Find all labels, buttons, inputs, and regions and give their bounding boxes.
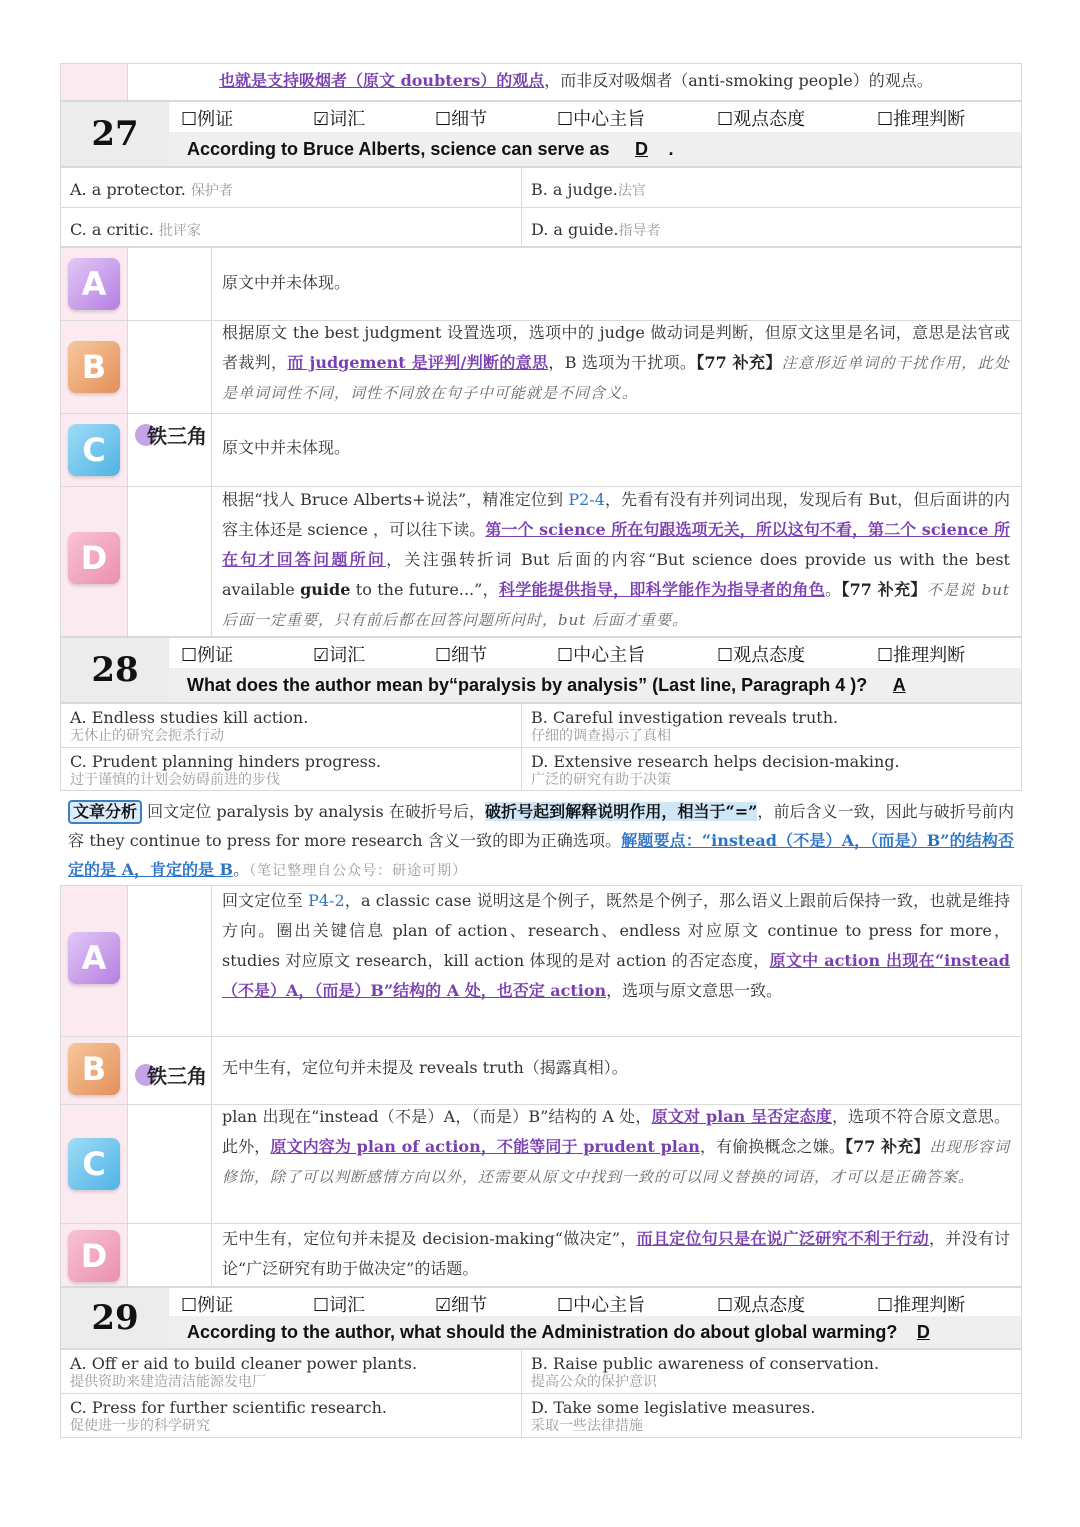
q28-exp-d-p2: ，并没有讨论“广泛研究有助于做决定”的话题。 <box>222 1229 1010 1278</box>
top-row-letter-col <box>61 64 127 100</box>
q27-type-0 <box>181 105 233 131</box>
q27-type-row <box>169 102 1021 132</box>
q27-exp-d-p5: 。 <box>825 580 842 599</box>
q28-analysis-p3: 。 <box>233 860 250 879</box>
q28-type-2 <box>435 641 487 667</box>
q28-option-b-cn: 仔细的调查揭示了真相 <box>531 728 671 744</box>
q29-option-c-en: C. Press for further scientific research. <box>70 1398 387 1417</box>
q28-exp-c <box>212 1102 1020 1192</box>
q27-options <box>60 167 1022 247</box>
letter-b-icon: B <box>68 1043 120 1095</box>
q29-options <box>60 1349 1022 1438</box>
q28-exp-c-underline-1: 原文对 plan 呈否定态度 <box>651 1107 832 1126</box>
checkbox-icon: ☐ <box>717 1295 734 1316</box>
q29-type-5 <box>877 1291 965 1317</box>
q27-option-a-en: A. a protector. <box>70 180 186 199</box>
q28-number: 28 <box>61 638 169 702</box>
q27-type-5-label: 推理判断 <box>893 109 966 130</box>
checkbox-icon: ☐ <box>181 645 198 666</box>
q27-type-2-label: 细节 <box>451 109 488 130</box>
checkbox-icon: ☐ <box>557 1295 574 1316</box>
q27-option-c-en: C. a critic. <box>70 220 154 239</box>
q28-type-3-label: 中心主旨 <box>573 645 646 666</box>
q28-exp-a-p1: 回文定位至 <box>222 891 309 910</box>
q27-exp-d-p4: to the future...”， <box>350 580 499 599</box>
q29-option-b-cn: 提高公众的保护意识 <box>531 1374 657 1390</box>
q28-type-2-label: 细节 <box>451 645 488 666</box>
top-row-underlined: 也就是支持吸烟者（原文 doubters）的观点 <box>219 71 545 90</box>
q28-stem <box>169 668 1021 702</box>
q28-exp-c-tag: 【77 补充】 <box>845 1137 930 1156</box>
checkbox-icon: ☐ <box>877 1295 894 1316</box>
q27-exp-d-note: 不是说 but 后面一定重要，只有前后都在回答问题所问时，but 后面才重要。 <box>222 581 1010 629</box>
q29-type-5-label: 推理判断 <box>893 1295 966 1316</box>
q27-type-3 <box>557 105 645 131</box>
q28-analysis <box>62 797 1020 886</box>
q28-type-1-label: 词汇 <box>329 645 366 666</box>
checkbox-icon: ☑ <box>313 645 330 666</box>
q27-option-b-en: B. a judge. <box>531 180 618 199</box>
q27-type-1 <box>313 105 365 131</box>
q27-exp-d-p3: ，关注强转折词 But 后面的内容“But science does provide us with the best available <box>222 550 1010 599</box>
q28-type-4-label: 观点态度 <box>733 645 806 666</box>
q29-type-2-label: 细节 <box>451 1295 488 1316</box>
q28-tie-text: 铁三角 <box>147 1064 207 1088</box>
q27-type-2 <box>435 105 487 131</box>
q28-tie-label <box>135 1060 207 1089</box>
q28-option-d <box>522 748 1022 792</box>
checkbox-icon: ☑ <box>435 1295 452 1316</box>
q28-exp-c-underline-2: 原文内容为 plan of action，不能等同于 prudent plan <box>270 1137 700 1156</box>
q29-number: 29 <box>61 1288 169 1348</box>
q27-exp-d-p1: 根据“找人 Bruce Alberts+说法”，精准定位到 <box>222 490 569 509</box>
top-row-divider <box>127 64 128 100</box>
q27-exp-d-guide: guide <box>300 580 351 599</box>
q28-answer: A <box>892 674 906 695</box>
q27-option-d-cn: 指导者 <box>618 223 661 239</box>
q28-option-a-cn: 无休止的研究会扼杀行动 <box>70 728 224 744</box>
checkbox-icon: ☐ <box>181 109 198 130</box>
q29-type-1-label: 词汇 <box>329 1295 366 1316</box>
q28-type-0-label: 例证 <box>197 645 234 666</box>
q28-stem-text: What does the author mean by“paralysis by analysis” (Last line, Paragraph 4 )? <box>187 674 868 695</box>
q27-exp-d-p2: ，先看有没有并列词出现，发现后有 But，但后面讲的内容主体还是 science ，可以往下读。 <box>222 490 1010 539</box>
q27-exp-a-text: 原文中并未体现。 <box>222 273 351 292</box>
q27-type-3-label: 中心主旨 <box>573 109 646 130</box>
q28-exp-c-p2: ，选项不符合原文意思。此外， <box>222 1107 1010 1156</box>
checkbox-icon: ☐ <box>181 1295 198 1316</box>
letter-a-icon: A <box>68 932 120 984</box>
q29-stem-text: According to the author, what should the Administration do about global warming? <box>187 1321 898 1342</box>
q27-option-b-cn: 法官 <box>617 183 646 199</box>
q29-type-4 <box>717 1291 805 1317</box>
q27-exp-a <box>212 268 1020 298</box>
q27-exp-d-tag: 【77 补充】 <box>841 580 927 599</box>
q28-exp-c-p1: plan 出现在“instead（不是）A，（而是）B”结构的 A 处， <box>222 1107 652 1126</box>
q27-exp-b-p1: 根据原文 the best judgment 设置选项，选项中的 judge 做动词是判断，但原文这里是名词，意思是法官或者裁判， <box>222 323 1010 372</box>
letter-c-icon: C <box>68 1138 120 1190</box>
checkbox-icon: ☐ <box>435 645 452 666</box>
q29-option-d-en: D. Take some legislative measures. <box>531 1398 816 1417</box>
q28-exp-a-underline: 原文中 action 出现在“instead（不是）A，（而是）B”结构的 A 处，也否定 action <box>222 951 1010 1000</box>
q28-option-b-en: B. Careful investigation reveals truth. <box>531 708 839 727</box>
q28-exp-a-location: P4-2 <box>308 891 345 910</box>
letter-a-icon: A <box>68 258 120 310</box>
q28-header <box>60 637 1022 703</box>
q28-explanations <box>60 885 1022 1287</box>
q27-option-c-cn: 批评家 <box>158 223 201 239</box>
q27-options-hdivider <box>61 207 1021 208</box>
q28-exp-d-p1: 无中生有，定位句并未提及 decision-making“做决定”， <box>222 1229 637 1248</box>
q28-option-b <box>522 704 1022 748</box>
q27-exp-c <box>212 433 1020 463</box>
q28-exp-a-p3: ，选项与原文意思一致。 <box>606 981 783 1000</box>
q28-analysis-tag: 文章分析 <box>68 800 142 824</box>
q28-analysis-p1: 回文定位 paralysis by analysis 在破折号后， <box>142 802 486 821</box>
q27-type-0-label: 例证 <box>197 109 234 130</box>
q27-type-1-label: 词汇 <box>329 109 366 130</box>
q27-header <box>60 101 1022 167</box>
q29-type-2 <box>435 1291 487 1317</box>
q27-type-5 <box>877 105 965 131</box>
q28-row-divider <box>61 1036 1021 1037</box>
checkbox-icon: ☐ <box>435 109 452 130</box>
checkbox-icon: ☐ <box>717 645 734 666</box>
q27-explanations <box>60 247 1022 637</box>
q27-tie-text: 铁三角 <box>147 424 207 448</box>
top-row-text <box>211 66 1021 96</box>
q29-header <box>60 1287 1022 1349</box>
q27-number: 27 <box>61 102 169 166</box>
q28-option-d-en: D. Extensive research helps decision-making. <box>531 752 900 771</box>
q29-option-a-en: A. Off er aid to build cleaner power plants. <box>70 1354 418 1373</box>
q28-analysis-note: （笔记整理自公众号：研途可期） <box>249 863 468 879</box>
q27-exp-c-text: 原文中并未体现。 <box>222 438 351 457</box>
q27-exp-b-p2: ，B 选项为干扰项。 <box>548 353 697 372</box>
q27-answer: D <box>635 138 649 159</box>
q28-exp-b-text: 无中生有，定位句并未提及 reveals truth（揭露真相）。 <box>222 1058 628 1077</box>
q29-option-a-cn: 提供资助来建造清洁能源发电厂 <box>70 1374 266 1390</box>
q28-type-4 <box>717 641 805 667</box>
q27-col-divider-1 <box>127 248 128 636</box>
q28-analysis-p2: ，前后含义一致，因此与破折号前内容 they continue to press for more research 含义一致的即为正确选项。 <box>68 802 1014 850</box>
q29-option-c <box>61 1394 521 1438</box>
checkbox-icon: ☑ <box>313 109 330 130</box>
q27-option-a <box>61 176 521 205</box>
q27-exp-b-underline: 而 judgement 是评判/判断的意思 <box>287 353 549 372</box>
q27-row-divider <box>61 413 1021 414</box>
q28-type-row <box>169 638 1021 668</box>
q29-type-0 <box>181 1291 233 1317</box>
top-row-rest: ，而非反对吸烟者（anti-smoking people）的观点。 <box>544 71 933 90</box>
q27-type-4 <box>717 105 805 131</box>
checkbox-icon: ☐ <box>557 645 574 666</box>
q29-option-d-cn: 采取一些法律措施 <box>531 1418 643 1434</box>
letter-c-icon: C <box>68 424 120 476</box>
q27-option-c <box>61 216 521 245</box>
q28-exp-a-p2: ，a classic case 说明这是个例子，既然是个例子，那么语义上跟前后保持一致，也就是维持方向。圈出关键信息 plan of action、research、endless 对应原文 continue to press for more，studies 对应原文 research，kill action 体现的是对 action 的否定态度， <box>222 891 1010 970</box>
q27-stem-end: . <box>668 138 674 159</box>
q27-exp-b-tag: 【77 补充】 <box>696 353 782 372</box>
top-row <box>60 63 1022 101</box>
q27-type-4-label: 观点态度 <box>733 109 806 130</box>
q29-option-b <box>522 1350 1022 1394</box>
q28-option-c-cn: 过于谨慎的计划会妨碍前进的步伐 <box>70 772 280 788</box>
q29-option-c-cn: 促使进一步的科学研究 <box>70 1418 210 1434</box>
q27-exp-b <box>212 318 1020 408</box>
q28-option-c <box>61 748 521 792</box>
q28-option-a <box>61 704 521 748</box>
q27-option-a-cn: 保护者 <box>190 183 233 199</box>
letter-d-icon: D <box>68 1230 120 1282</box>
q27-exp-d-location: P2-4 <box>568 490 605 509</box>
letter-b-icon: B <box>68 341 120 393</box>
q29-type-1 <box>313 1291 365 1317</box>
q28-exp-c-note: 出现形容词修饰，除了可以判断感情方向以外，还需要从原文中找到一致的可以同义替换的词语，才可以是正确答案。 <box>222 1138 1010 1186</box>
q27-stem-text: According to Bruce Alberts, science can serve as <box>187 138 610 159</box>
q29-option-d <box>522 1394 1022 1438</box>
q29-option-a <box>61 1350 521 1394</box>
checkbox-icon: ☐ <box>877 109 894 130</box>
q29-answer: D <box>916 1321 930 1342</box>
q28-option-c-en: C. Prudent planning hinders progress. <box>70 752 382 771</box>
q28-type-3 <box>557 641 645 667</box>
q29-type-3 <box>557 1291 645 1317</box>
q28-type-5 <box>877 641 965 667</box>
q29-type-0-label: 例证 <box>197 1295 234 1316</box>
q28-type-1 <box>313 641 365 667</box>
checkbox-icon: ☐ <box>877 645 894 666</box>
q27-tie-label <box>135 420 207 449</box>
q28-analysis-highlight: 破折号起到解释说明作用，相当于“=” <box>485 802 758 821</box>
q28-option-a-en: A. Endless studies kill action. <box>70 708 309 727</box>
q29-type-row <box>169 1288 1021 1316</box>
q28-exp-d-underline: 而且定位句只是在说广泛研究不利于行动 <box>636 1229 929 1248</box>
q28-option-d-cn: 广泛的研究有助于决策 <box>531 772 671 788</box>
q28-analysis-key: 解题要点：“instead（不是）A，（而是）B”的结构否定的是 A，肯定的是 B <box>68 831 1014 879</box>
q27-stem <box>169 132 1021 166</box>
q27-exp-d-underline-1: 第一个 science 所在句跟选项无关，所以这句不看，第二个 science 所在句才回答问题所问 <box>222 520 1010 569</box>
q28-exp-d <box>212 1224 1020 1284</box>
checkbox-icon: ☐ <box>717 109 734 130</box>
letter-d-icon: D <box>68 532 120 584</box>
q28-col-divider-1 <box>127 886 128 1286</box>
q28-exp-b <box>212 1053 1020 1083</box>
q29-type-4-label: 观点态度 <box>733 1295 806 1316</box>
q27-option-d <box>522 216 1022 245</box>
q28-options <box>60 703 1022 791</box>
q28-type-5-label: 推理判断 <box>893 645 966 666</box>
q28-type-0 <box>181 641 233 667</box>
q27-exp-d <box>212 485 1020 635</box>
q27-option-d-en: D. a guide. <box>531 220 619 239</box>
q28-exp-c-p3: ，有偷换概念之嫌。 <box>699 1137 846 1156</box>
q28-exp-a <box>212 886 1020 1006</box>
q29-type-3-label: 中心主旨 <box>573 1295 646 1316</box>
q29-option-b-en: B. Raise public awareness of conservation. <box>531 1354 880 1373</box>
checkbox-icon: ☐ <box>313 1295 330 1316</box>
q27-exp-d-underline-2: 科学能提供指导，即科学能作为指导者的角色 <box>498 580 826 599</box>
q29-stem <box>169 1316 1021 1348</box>
checkbox-icon: ☐ <box>557 109 574 130</box>
q27-exp-b-note: 注意形近单词的干扰作用，此处是单词词性不同，词性不同放在句子中可能就是不同含义。 <box>222 354 1010 402</box>
q27-option-b <box>522 176 1022 205</box>
